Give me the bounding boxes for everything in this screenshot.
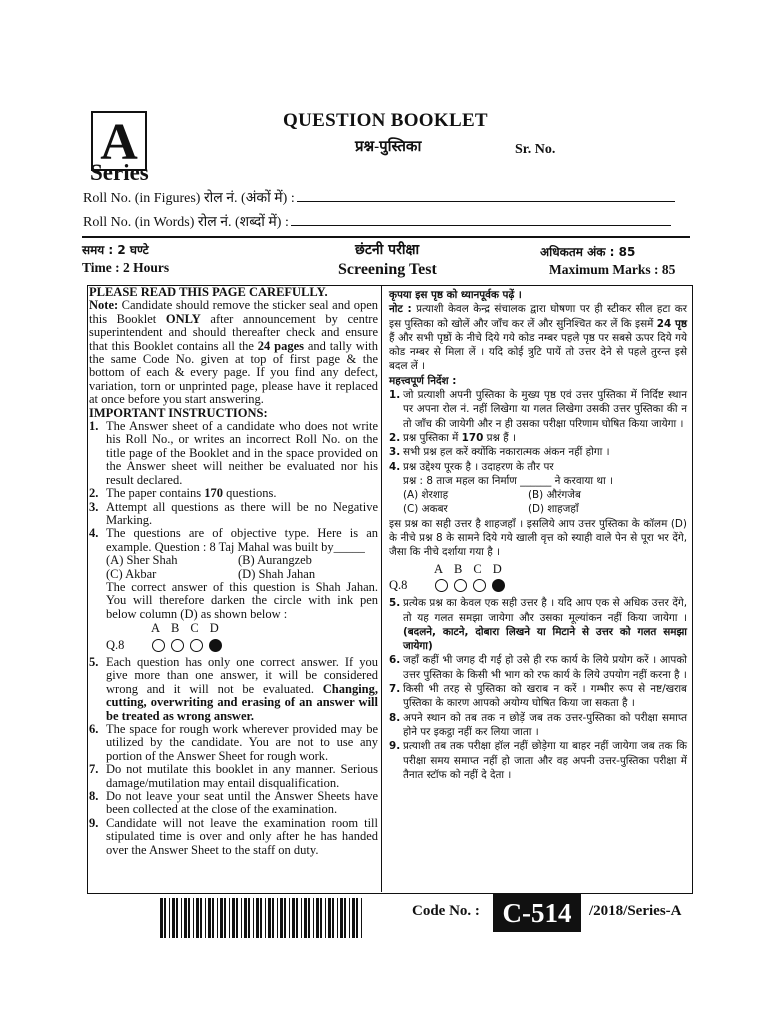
list-item: 9. प्रत्याशी तब तक परीक्षा हॉल नहीं छोड़ेगा या बाहर नहीं जायेगा जब तक कि परीक्षा समय समाप्त नहीं हो जाता और वह अपनी उत्तर-पुस्तिका परीक्षा में तैनात स्टॉफ को नहीं दे देता । (389, 740, 687, 781)
series-label: Series (90, 160, 149, 185)
barcode (158, 898, 364, 938)
list-item: 6. The space for rough work wherever provided may be utilized by the candidate. You are not to use any portion of the Answer Sheet for rough work. (89, 722, 378, 763)
list-item: 4. प्रश्न उद्देश्य पूरक है । उदाहरण के तौर पर प्रश्न : 8 ताज महल का निर्माण ______ ने करवाया था । (A) शेरशाह (B) औरंगजेब (C) अकबर (D) शाहजहाँ (389, 460, 687, 517)
english-instruction-list (89, 420, 378, 857)
list-item: 1. The Answer sheet of a candidate who does not write his Roll No., or writes an incorrect Roll No. on the title page of the Booklet and in the space provided on the Answer sheet will neither be evaluated nor his result declared. (89, 419, 378, 487)
roll-words-label: Roll No. (in Words) रोल नं. (शब्दों में) : (83, 215, 289, 230)
bubble-b (454, 579, 467, 592)
note-label: Note: (89, 298, 119, 313)
list-item: 5. Each question has only one correct answer. If you give more than one answer, it will be considered wrong and it will not be evaluated. Changing, cutting, overwriting and erasing of an answer will be treated as wrong answer. (89, 654, 378, 723)
header-divider (82, 236, 690, 238)
column-divider (381, 285, 382, 892)
hindi-item4-explanation: इस प्रश्न का सही उत्तर है शाहजहाँ । इसलिये आप उत्तर पुस्तिका के कॉलम (D) के नीचे प्रश्न 8 के सामने दिये गये खाली वृत्त को स्याही वाले पेन से पूरा भर देंगे, जैसा कि नीचे दर्शाया गया है । (389, 517, 687, 559)
booklet-title: QUESTION BOOKLET (283, 110, 488, 131)
hindi-instruction-list-2 (389, 596, 687, 782)
option-b: (B) Aurangzeb (238, 553, 312, 568)
list-item: 2. The paper contains 170 questions. (89, 486, 277, 501)
bubble-d-filled (209, 639, 222, 652)
list-item: 2. प्रश्न पुस्तिका में 170 प्रश्न हैं । (389, 431, 516, 444)
hindi-note: नोट : प्रत्याशी केवल केन्द्र संचालक द्वारा घोषणा पर ही स्टीकर सील हटा कर इस पुस्तिका को खोलें और जाँच कर लें और सुनिश्चित कर लें कि इसमें 24 पृष्ठ हैं और सभी पृष्ठों के नीचे दिये गये कोड नम्बर पहले पृष्ठ पर सबसे ऊपर दिये गये कोड नम्बर से मिला लें । यदि कोई त्रुटि पायें तो उत्तर देने से पहले तुरन्त इसे बदल लें । (389, 303, 687, 373)
max-marks-hindi: अधिकतम अंक : 85 (540, 245, 636, 259)
bubble-a (435, 579, 448, 592)
roll-figures-field[interactable] (297, 190, 675, 202)
series-letter: A (100, 114, 138, 171)
list-item: 7. किसी भी तरह से पुस्तिका को खराब न करें । गम्भीर रूप से नष्ट/खराब पुस्तिका के कारण आपको अयोग्य घोषित किया जा सकता है । (389, 683, 687, 710)
max-marks-english: Maximum Marks : 85 (549, 262, 676, 277)
roll-words-field[interactable] (291, 214, 671, 226)
hindi-instruction-list (389, 388, 687, 517)
bubble-a (152, 639, 165, 652)
option-d: (D) शाहजहाँ (528, 503, 579, 516)
serial-number-label: Sr. No. (515, 142, 556, 157)
test-hindi: छंटनी परीक्षा (355, 242, 420, 258)
option-a: (A) Sher Shah (106, 553, 178, 568)
bubble-d-filled (492, 579, 505, 592)
code-number: C-514 (493, 894, 581, 932)
hindi-instructions-heading: महत्त्वपूर्ण निर्देश : (389, 374, 457, 387)
list-item: 3. सभी प्रश्न हल करें क्योंकि नकारात्मक अंकन नहीं होगा । (389, 446, 610, 459)
english-heading: PLEASE READ THIS PAGE CAREFULLY. (89, 285, 328, 299)
code-label: Code No. : (412, 903, 480, 919)
roll-words-row (83, 212, 671, 231)
list-item: 6. जहाँ कहीं भी जगह दी गई हो उसे ही रफ कार्य के लिये प्रयोग करें । आपको उत्तर पुस्तिका के किसी भी भाग को रफ कार्य के लिये उपयोग नहीं करना है । (389, 654, 687, 681)
example-options (106, 554, 378, 581)
time-english: Time : 2 Hours (82, 260, 170, 275)
list-item: 4. The questions are of objective type. Here is an example. Question : 8 Taj Mahal was built by_____ (A) Sher Shah (B) Aurangzeb (C) Akbar (D) Shah Jahan The correct answer of this question is Shah Jahan. You will therefore darken the circle with ink pen below column (D) as shown below : A B C D Q.8 (89, 526, 378, 652)
bubble-letters: A B C D (151, 621, 219, 636)
english-instructions (89, 286, 378, 857)
list-item: 5. प्रत्येक प्रश्न का केवल एक सही उत्तर है । यदि आप एक से अधिक उत्तर देंगे, तो यह गलत समझा जायेगा और उसका मूल्यांकन नहीं किया जायेगा । (बदलने, काटने, दोबारा लिखने या मिटाने से उत्तर को गलत समझा जायेगा) (389, 597, 687, 653)
english-note: Note: Candidate should remove the sticker seal and open this Booklet ONLY after announcement by centre superintendent and should thereafter check and ensure that this Booklet contains all the 24 pages and tally with the same Code No. given at top of first page & the bottom of each & every page. If you find any defect, variation, torn or unprinted page, please have it replaced at once before you start answering. (89, 298, 378, 407)
bubble-b (171, 639, 184, 652)
roll-figures-row (83, 188, 675, 207)
code-suffix: /2018/Series-A (589, 903, 682, 919)
bubble-c (190, 639, 203, 652)
option-a: (A) शेरशाह (403, 489, 449, 502)
list-item: 3. Attempt all questions as there will be no Negative Marking. (89, 499, 378, 527)
bubble-letters-hindi: A B C D (434, 561, 502, 576)
booklet-title-hindi: प्रश्न-पुस्तिका (355, 139, 422, 155)
example-options-hindi (403, 488, 687, 517)
question-label: Q.8 (389, 577, 408, 592)
list-item: 8. Do not leave your seat until the Answer Sheets have been collected at the close of the examination. (89, 789, 378, 817)
option-b: (B) औरंगजेब (528, 489, 581, 502)
option-c: (C) Akbar (106, 566, 157, 581)
bubble-c (473, 579, 486, 592)
hindi-heading: कृपया इस पृष्ठ को ध्यानपूर्वक पढ़ें । (389, 289, 522, 301)
list-item: 1. जो प्रत्याशी अपनी पुस्तिका के मुख्य पृष्ठ एवं उत्तर पुस्तिका में निर्दिष्ट स्थान पर अपना रोल नं. नहीं लिखेगा या गलत लिखेगा उसकी उत्तर पुस्तिका की न तो जाँच की जायेगी और न ही उसका परीक्षा परिणाम घोषित किया जायेगा । (389, 389, 687, 430)
answer-bubbles-example (106, 639, 378, 652)
english-instructions-heading: IMPORTANT INSTRUCTIONS: (89, 405, 268, 420)
option-d: (D) Shah Jahan (238, 566, 316, 581)
time-hindi: समय : 2 घण्टे (82, 243, 149, 257)
list-item: 8. अपने स्थान को तब तक न छोड़ें जब तक उत्तर-पुस्तिका को परीक्षा समाप्त होने पर इकट्ठा नहीं कर लिया जाता । (389, 711, 687, 738)
option-c: (C) अकबर (403, 503, 448, 516)
roll-figures-label: Roll No. (in Figures) रोल नं. (अंकों में) : (83, 191, 295, 206)
list-item: 7. Do not mutilate this booklet in any manner. Serious damage/mutilation may entail disqualification. (89, 762, 378, 790)
test-english: Screening Test (338, 261, 437, 278)
question-label: Q.8 (106, 637, 125, 652)
hindi-instructions (389, 288, 687, 782)
answer-bubbles-example-hindi (389, 578, 687, 592)
list-item: 9. Candidate will not leave the examination room till stipulated time is over and only after he has handed over the Answer Sheet to the staff on duty. (89, 815, 378, 857)
